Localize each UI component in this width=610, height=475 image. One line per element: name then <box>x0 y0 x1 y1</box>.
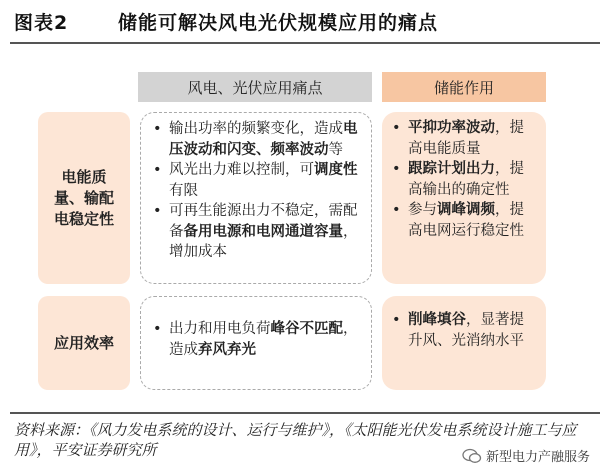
source-note: 资料来源：《风力发电系统的设计、运行与维护》，《太阳能光伏发电系统设计施工与应用》，平安证券研究所 <box>14 421 577 459</box>
pain-points-list-efficiency <box>151 319 363 360</box>
list-item: • 跟踪计划出力，提高输出的确定性 <box>392 161 524 198</box>
list-item: • 风光出力难以控制，可调度性有限 <box>153 162 358 199</box>
source-rule <box>10 412 600 414</box>
watermark-text: 新型电力产融服务 <box>486 450 591 465</box>
pain-points-header: 风电、光伏应用痛点 <box>138 72 372 102</box>
storage-role-list-quality <box>390 118 538 241</box>
list-item: • 平抑功率波动，提高电能质量 <box>392 120 524 157</box>
figure-title: 储能可解决风电光伏规模应用的痛点 <box>118 12 439 34</box>
list-item: • 出力和用电负荷峰谷不匹配，造成弃风弃光 <box>153 321 358 358</box>
figure-number: 图表2 <box>14 12 69 34</box>
storage-role-box-quality <box>382 112 546 284</box>
row-label-quality-text: 电能质量、输配电稳定性 <box>53 167 114 228</box>
row-label-efficiency <box>38 296 130 390</box>
watermark <box>462 446 590 465</box>
list-item: • 参与调峰调频，提高电网运行稳定性 <box>392 202 524 239</box>
pain-points-box-efficiency <box>140 296 372 390</box>
list-item: • 削峰填谷，显著提升风、光消纳水平 <box>392 312 524 349</box>
storage-role-header: 储能作用 <box>382 72 546 102</box>
title-rule <box>10 42 600 44</box>
pain-points-box-quality <box>140 112 372 284</box>
row-label-quality <box>38 112 130 284</box>
chat-bubble-icon <box>462 448 482 464</box>
storage-role-list-efficiency <box>390 310 538 351</box>
list-item: • 可再生能源出力不稳定，需配备备用电源和电网通道容量，增加成本 <box>153 203 358 260</box>
row-label-efficiency-text: 应用效率 <box>53 333 114 352</box>
pain-points-list-quality <box>151 119 363 263</box>
list-item: • 输出功率的频繁变化，造成电压波动和闪变、频率波动等 <box>153 121 358 158</box>
storage-role-box-efficiency <box>382 296 546 390</box>
